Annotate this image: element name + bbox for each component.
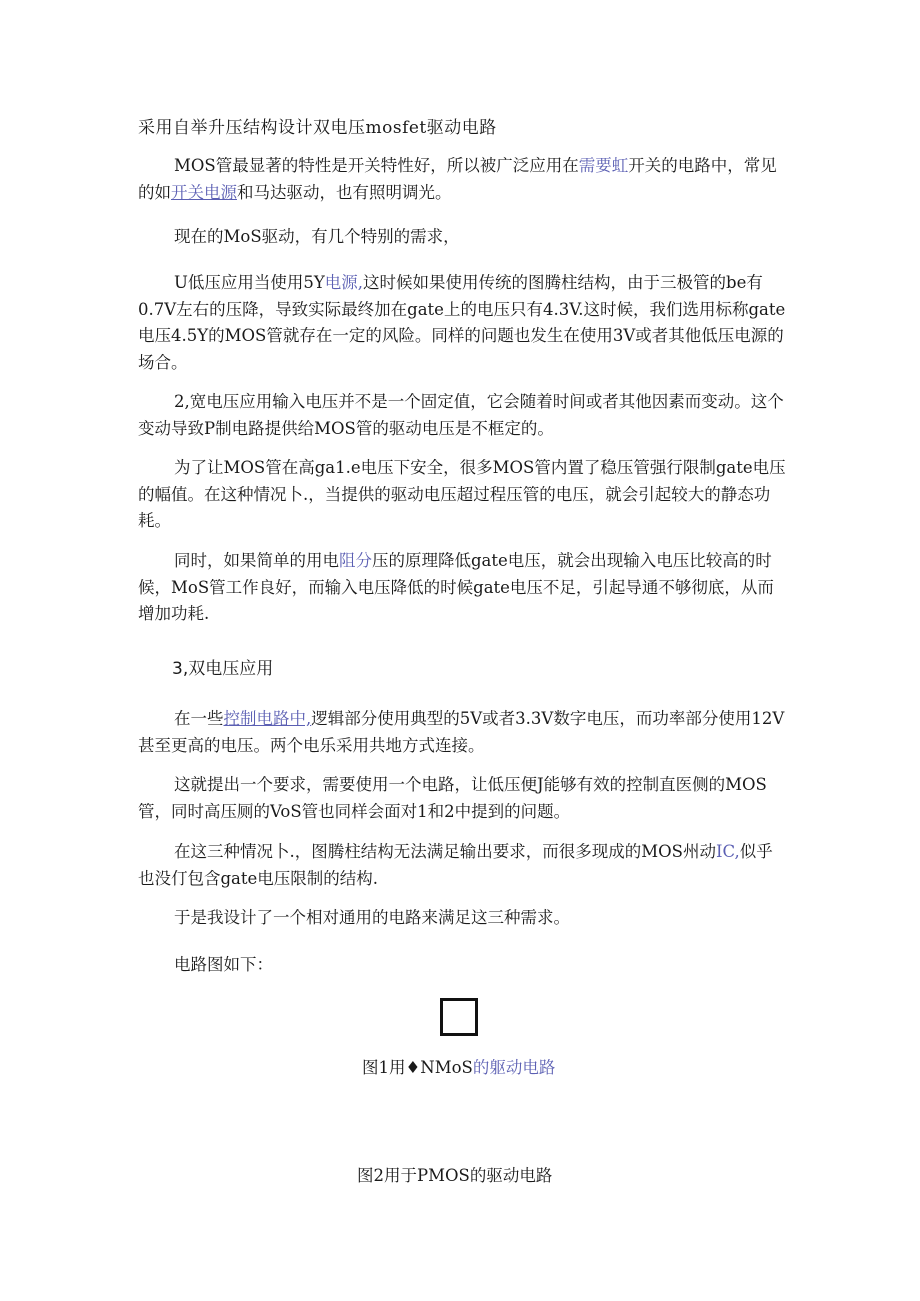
p1-link-1[interactable]: 需要虹 — [578, 156, 629, 175]
p7-text-a: 在一些 — [174, 709, 224, 728]
p1-text-b: 开关的电路中，常见的如 — [138, 156, 777, 202]
p3-link-1[interactable]: 电源, — [324, 273, 364, 292]
p7-text-b: 逻辑部分使用典型的5V或者3.3V数字电压，而功率部分使用12V甚至更高的电压。两个电乐采用共地方式连接。 — [138, 709, 785, 755]
paragraph-9 — [138, 839, 788, 892]
p9-text-b: 似乎也没仃包含gate电压限制的结构. — [138, 842, 773, 888]
document-title: 采用自举升压结构设计双电压mosfet驱动电路 — [138, 118, 497, 138]
p3-text-b: 这时候如果使用传统的图腾柱结构，由于三极管的be有0.7V左右的压降，导致实际最终加在gate上的电压只有4.3V.这时候，我们选用标称gate电压4.5Y的MOS管就存在一定的风险。同样的问题也发生在使用3V或者其他低压电源的场合。 — [138, 273, 786, 372]
paragraph-1 — [138, 153, 788, 206]
p3-text-a: U低压应用当使用5Y — [174, 273, 325, 292]
p1-text-a: MOS管最显著的特性是开关特性好，所以被广泛应用在 — [174, 156, 579, 175]
p6-text-a: 同时，如果简单的用电 — [174, 551, 339, 570]
paragraph-10: 于是我设计了一个相对通用的电路来满足这三种需求。 — [174, 908, 570, 927]
figure-placeholder-icon — [440, 998, 478, 1036]
p6-link-1[interactable]: 阻分 — [339, 551, 372, 570]
paragraph-5: 为了让MOS管在高ga1.e电压下安全，很多MOS管内置了稳压管强行限制gate电压的幅值。在这种情况卜.，当提供的驱动电压超过程压管的电压，就会引起较大的静态功耗。 — [138, 458, 786, 530]
caption-1-link[interactable]: 的躯动电路 — [472, 1058, 556, 1077]
paragraph-11: 电路图如下： — [174, 955, 273, 974]
paragraph-3 — [138, 270, 788, 376]
p9-link-1[interactable]: IC, — [715, 842, 740, 861]
p1-text-c: 和马达驱动，也有照明调光。 — [237, 182, 452, 202]
paragraph-2: 现在的MoS驱动，有几个特别的需求， — [174, 227, 460, 246]
figure-2-caption: 图2用于PMOS的驱动电路 — [357, 1166, 553, 1185]
caption-1-text: 图1用♦NMoS — [362, 1058, 473, 1077]
p9-text-a: 在这三种情况卜.，图腾柱结构无法满足输出要求，而很多现成的MOS州动 — [174, 842, 716, 861]
figure-1-caption — [362, 1054, 555, 1078]
paragraph-8: 这就提出一个要求，需要使用一个电路，让低压便J能够有效的控制直医侧的MOS管，同时高压厕的VoS管也同样会面对1和2中提到的问题。 — [138, 775, 767, 821]
p6-text-b: 压的原理降低gate电压，就会出现输入电压比较高的时候，MoS管工作良好，而输入电压降低的时候gate电压不足，引起导通不够彻底，从而增加功耗. — [138, 551, 774, 623]
paragraph-7 — [138, 706, 788, 759]
section-heading-3: 3,双电压应用 — [172, 659, 274, 679]
p7-link-1[interactable]: 控制电路中, — [223, 709, 312, 728]
paragraph-4: 2,宽电压应用输入电压并不是一个固定值，它会随着时间或者其他因素而变动。这个变动导致P制电路提供给MOS管的驱动电压是不框定的。 — [138, 392, 784, 438]
paragraph-6 — [138, 548, 788, 628]
p1-link-2[interactable]: 开关电源 — [171, 182, 237, 202]
